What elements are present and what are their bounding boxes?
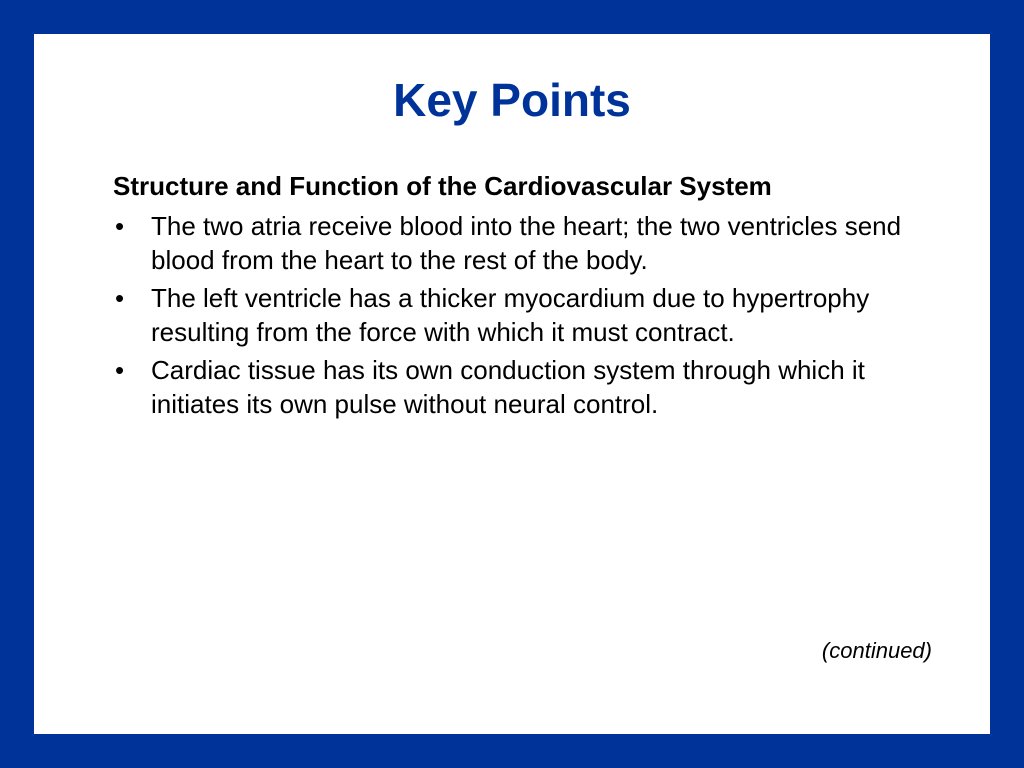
slide-content xyxy=(113,169,933,425)
bullet-text: The left ventricle has a thicker myocardium due to hypertrophy resulting from the force with which it must contract. xyxy=(151,283,870,347)
continued-note: (continued) xyxy=(821,638,932,663)
bullet-item-atria xyxy=(113,209,933,277)
bullet-marker: • xyxy=(115,355,125,385)
section-heading: Structure and Function of the Cardiovascular System xyxy=(113,171,772,201)
bullet-marker: • xyxy=(115,283,125,313)
bullet-item-left-ventricle xyxy=(113,281,933,349)
slide-title: Key Points xyxy=(393,74,631,126)
bullet-list xyxy=(113,209,933,421)
bullet-text: The two atria receive blood into the heart; the two ventricles send blood from the heart to the rest of the body. xyxy=(151,211,902,275)
bullet-text: Cardiac tissue has its own conduction system through which it initiates its own pulse without neural control. xyxy=(151,355,865,419)
bullet-item-conduction xyxy=(113,353,933,421)
bullet-marker: • xyxy=(115,211,125,241)
